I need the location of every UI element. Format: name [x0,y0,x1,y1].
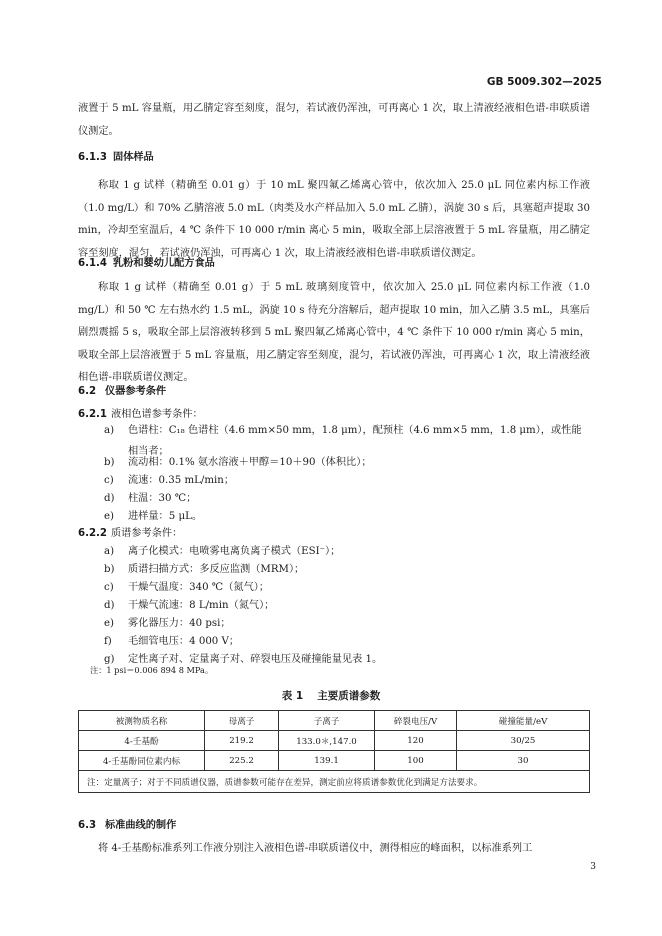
standard-code: GB 5009.302—2025 [486,76,602,88]
column-header: 母离子 [205,711,279,731]
list-item [104,506,590,527]
list-text: 雾化器压力：40 psi； [128,618,231,629]
table-cell: 225.2 [205,751,279,771]
section-number: 6.2 [78,386,97,397]
list-text: 柱温：30 ℃； [128,493,197,504]
list-marker: c) [104,475,114,486]
section-title: 仪器参考条件 [105,386,167,397]
section-6-1-3-text: 称取 1 g 试样（精确至 0.01 g）于 10 mL 聚四氟乙烯离心管中，依次加入 25.0 μL 同位素内标工作液（1.0 mg/L）和 70% 乙腈溶液 5.0 mL（肉类及水产样品加入 5.0 mL 乙腈），涡旋 30 s 后，具塞超声提取 30 min，冷却至室温后，4 ℃ 条件下 10 000 r/min 离心 5 min，吸取全部上层溶液置于 5 mL 容量瓶，用乙腈定容至刻度，混匀，若试液仍浑浊，可再离心 1 次，取上清液经液相色谱-串联质谱仪测定。 [78,180,590,259]
section-title: 标准曲线的制作 [105,820,177,831]
table-label: 表 1 [281,690,304,702]
table-cell: 100 [375,751,457,771]
table-cell: 30/25 [457,731,590,751]
table-caption [0,688,662,703]
list-text: 毛细管电压：4 000 V； [128,636,240,647]
list-text: 离子化模式：电喷雾电离负离子模式（ESI⁻）； [128,546,341,557]
section-6-1-4-text: 称取 1 g 试样（精确至 0.01 g）于 5 mL 玻璃刻度管中，依次加入 25.0 μL 同位素内标工作液（1.0 mg/L）和 50 ℃ 左右热水约 1.5 mL，涡旋 10 s 待充分溶解后，超声提取 10 min，加入乙腈 3.5 mL，具塞后剧烈震摇 5 s，吸取全部上层溶液转移到 5 mL 聚四氟乙烯离心管中，4 ℃ 条件下 10 000 r/min 离心 5 min，吸取全部上层溶液置于 5 mL 容量瓶，用乙腈定容至刻度，混匀，若试液仍浑浊，可再离心 1 次，取上清液经液相色谱-串联质谱仪测定。 [78,282,590,383]
column-header: 被测物质名称 [79,711,205,731]
table-row [79,751,590,771]
table-cell: 120 [375,731,457,751]
table-cell: 219.2 [205,731,279,751]
section-title: 液相色谱参考条件： [111,409,203,420]
list-marker: g) [104,654,115,665]
section-6-2-2-heading [78,526,182,542]
column-header: 碎裂电压/V [375,711,457,731]
list-text: 流速：0.35 mL/min； [128,475,235,486]
list-text: 流动相：0.1% 氨水溶液＋甲醇＝10＋90（体积比）； [128,457,372,468]
page-number: 3 [590,862,596,872]
note-psi: 注：1 psi＝0.006 894 8 MPa。 [90,665,214,675]
section-title: 质谱参考条件： [111,528,183,539]
list-marker: b) [104,457,115,468]
section-title: 乳粉和婴幼儿配方食品 [113,258,215,269]
list-marker: c) [104,582,114,593]
list-marker: d) [104,600,115,611]
list-text: 质谱扫描方式：多反应监测（MRM）； [128,564,305,575]
list-text: 干燥气温度：340 ℃（氮气）； [128,582,270,593]
table-note-row [79,771,590,793]
section-number: 6.2.1 [78,409,108,420]
table-cell: 30 [457,751,590,771]
list-marker: d) [104,493,115,504]
section-title: 固体样品 [113,152,154,163]
section-6-2-heading [78,384,166,400]
list-text: 定性离子对、定量离子对、碎裂电压及碰撞能量见表 1。 [128,654,383,665]
list-marker: e) [104,511,115,522]
list-marker: a) [104,425,115,436]
list-marker: f) [104,636,112,647]
table-cell: 4-壬基酚同位素内标 [79,751,205,771]
table-cell: 139.1 [279,751,375,771]
table-cell: 4-壬基酚 [79,731,205,751]
table-row [79,731,590,751]
column-header: 子离子 [279,711,375,731]
list-marker: b) [104,564,115,575]
section-6-1-3-heading [78,150,154,166]
section-number: 6.3 [78,820,97,831]
table-title: 主要质谱参数 [317,690,381,702]
list-text: 色谱柱：C₁₈ 色谱柱（4.6 mm×50 mm，1.8 μm），配预柱（4.6 mm×5 mm，1.8 μm），或性能相当者； [128,425,582,457]
list-marker: e) [104,618,115,629]
section-number: 6.1.3 [78,152,108,163]
list-marker: a) [104,546,115,557]
section-number: 6.1.4 [78,258,108,269]
mass-spec-parameters-table [78,710,590,793]
table-note: 注：定量离子；对于不同质谱仪器，质谱参数可能存在差异，测定前应将质谱参数优化到满足方法要求。 [79,771,590,793]
paragraph-continued: 液置于 5 mL 容量瓶，用乙腈定容至刻度，混匀，若试液仍浑浊，可再离心 1 次，取上清液经液相色谱-串联质谱仪测定。 [78,103,590,137]
table-header-row [79,711,590,731]
section-6-1-4-heading [78,256,215,272]
table-cell: 133.0＊,147.0 [279,731,375,751]
section-number: 6.2.2 [78,528,108,539]
list-text: 进样量：5 μL。 [128,511,203,522]
column-header: 碰撞能量/eV [457,711,590,731]
section-6-3-heading [78,818,176,834]
section-6-3-text: 将 4-壬基酚标准系列工作液分别注入液相色谱-串联质谱仪中，测得相应的峰面积，以标准系列工 [98,843,533,854]
list-text: 干燥气流速：8 L/min（氮气）； [128,600,275,611]
